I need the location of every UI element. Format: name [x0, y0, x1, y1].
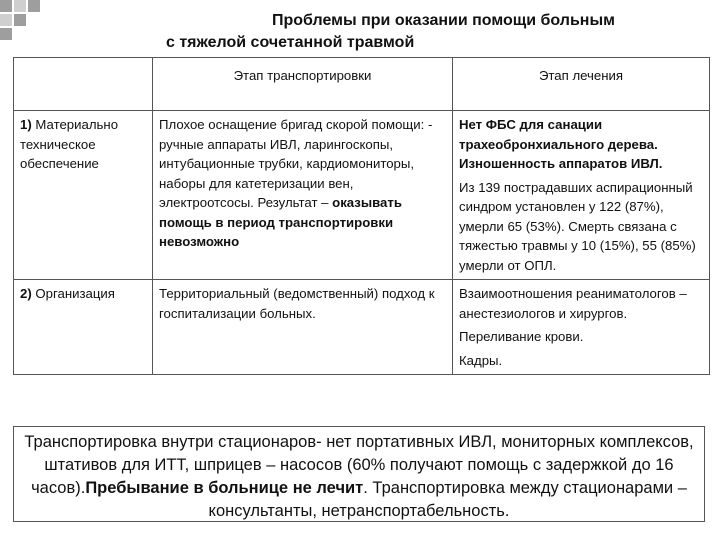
table-header-row — [14, 58, 710, 111]
header-treatment-stage: Этап лечения — [453, 58, 710, 111]
table-row — [14, 280, 710, 375]
row-label-cell — [14, 111, 153, 280]
treatment-text-3: Кадры. — [459, 352, 503, 368]
slide-title — [150, 10, 710, 54]
treatment-stats-text: Из 139 пострадавших аспирационный синдром установлен у 122 (87%), умерли 65 (53%). Смерть связана с тяжестью травмы у 10 (15%), 55 (85%) умерли от ОПЛ. — [459, 179, 696, 273]
problems-table — [13, 57, 710, 375]
treatment-cell — [453, 280, 710, 375]
title-line-2: с тяжелой сочетанной травмой — [166, 34, 415, 51]
header-transport-stage: Этап транспортировки — [153, 58, 453, 111]
row-label-cell — [14, 280, 153, 375]
transport-cell — [153, 111, 453, 280]
note-bold-text: Пребывание в больнице не лечит — [85, 479, 364, 497]
note-text-2: . Транспортировка между стационарами – консультанты, нетранспортабельность. — [208, 479, 687, 520]
row-label: Организация — [35, 286, 115, 301]
decorative-squares — [0, 0, 60, 40]
treatment-text-2: Переливание крови. — [459, 329, 584, 344]
row-label: Материально техническое обеспечение — [20, 117, 119, 171]
transport-result-bold: оказывать помощь в период транспортировки невозможно — [159, 195, 402, 249]
header-empty-cell — [14, 58, 153, 111]
row-number: 1) — [20, 117, 32, 132]
title-line-1: Проблемы при оказании помощи больным — [272, 12, 615, 29]
table-row — [14, 111, 710, 280]
transport-cell: Территориальный (ведомственный) подход к госпитализации больных. — [153, 280, 453, 375]
treatment-cell — [453, 111, 710, 280]
note-text-1: Транспортировка внутри стационаров- нет портативных ИВЛ, мониторных комплексов, штативов для ИТТ, шприцев – насосов (60% получают помощь с задержкой до 16 часов). — [24, 433, 694, 497]
transport-text: Плохое оснащение бригад скорой помощи: - ручные аппараты ИВЛ, ларингоскопы, интубационные трубки, кардиомониторы, наборы для катетеризации вен, электроотсосы. Результат – — [159, 117, 433, 210]
treatment-text-1: Взаимоотношения реаниматологов – анестезиологов и хирургов. — [459, 286, 687, 321]
summary-note — [13, 426, 705, 522]
row-number: 2) — [20, 286, 32, 301]
treatment-bold-text: Нет ФБС для санации трахеобронхиального дерева. Изношенность аппаратов ИВЛ. — [459, 117, 663, 171]
